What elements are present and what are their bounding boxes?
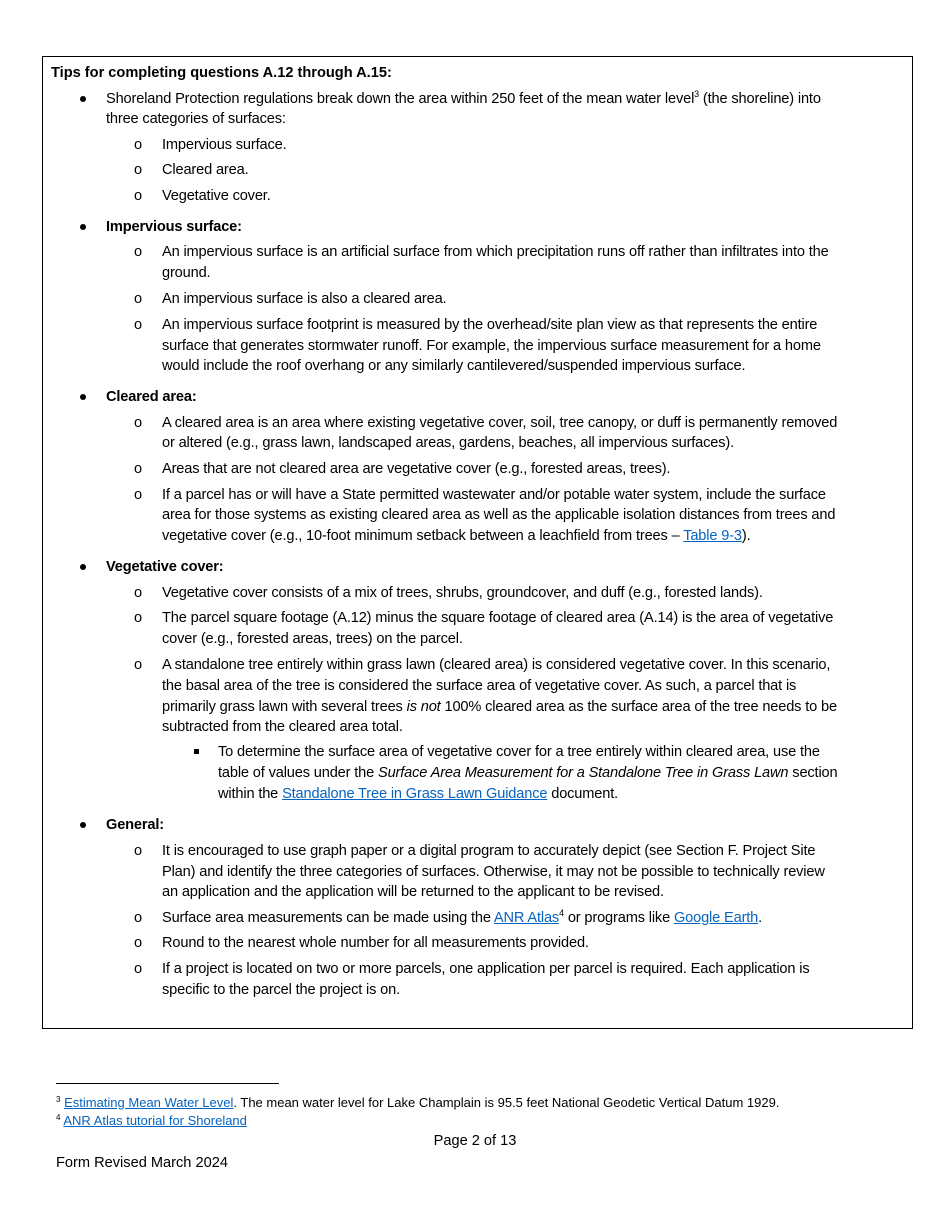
footnote-4: $^4$ ANR Atlas tutorial for Shoreland — [56, 1113, 247, 1128]
estimating-mean-water-level-link[interactable]: Estimating Mean Water Level — [64, 1095, 234, 1110]
tips-box — [42, 56, 913, 1029]
standalone-tree-guidance-link[interactable]: Standalone Tree in Grass Lawn Guidance — [282, 786, 548, 802]
general-item-1: an application and the application will be returned to the applicant to be revised. — [162, 884, 664, 900]
impervious-item-2: An impervious surface is also a cleared area. — [162, 291, 447, 307]
cleared-item-1: A cleared area is an area where existing vegetative cover, soil, tree canopy, or duff is permanently removed — [162, 415, 838, 431]
cleared-item-3: area for those systems as existing cleared area as well as the applicable isolation distances from trees and — [162, 507, 836, 523]
circle-bullet-icon: o — [134, 415, 143, 431]
cleared-item-2: Areas that are not cleared area are vegetative cover (e.g., forested areas, trees). — [162, 461, 671, 477]
vegetative-subitem: table of values under the Surface Area Measurement for a Standalone Tree in Grass Lawn section — [218, 765, 838, 781]
square-bullet-icon — [194, 749, 199, 754]
impervious-item-3: surface that generates stormwater runoff. For example, the impervious surface measurement for a home — [162, 338, 821, 354]
bullet-icon — [80, 96, 86, 102]
impervious-item-1: ground. — [162, 265, 211, 281]
intro-line-2: three categories of surfaces: — [106, 111, 286, 127]
intro-item: Cleared area. — [162, 162, 249, 178]
bullet-icon — [80, 224, 86, 230]
cleared-item-3: vegetative cover (e.g., 10-foot minimum setback between a leachfield from trees – Table 9-3). — [162, 528, 751, 544]
page-number: Page 2 of 13 — [433, 1133, 517, 1149]
circle-bullet-icon: o — [134, 585, 143, 601]
circle-bullet-icon: o — [134, 487, 143, 503]
cleared-item-3: If a parcel has or will have a State permitted wastewater and/or potable water system, include the surface — [162, 487, 826, 503]
vegetative-heading: Vegetative cover: — [106, 559, 224, 575]
general-item-3: Round to the nearest whole number for all measurements provided. — [162, 935, 589, 951]
intro-line-1: Shoreland Protection regulations break down the area within 250 feet of the mean water level$^3$ (the shoreline) into — [106, 89, 821, 107]
circle-bullet-icon: o — [134, 961, 143, 977]
anr-atlas-tutorial-link[interactable]: ANR Atlas tutorial for Shoreland — [63, 1113, 247, 1128]
impervious-item-3: An impervious surface footprint is measured by the overhead/site plan view as that represents the entire — [162, 317, 818, 333]
vegetative-subitem: within the Standalone Tree in Grass Lawn Guidance document. — [218, 786, 619, 802]
form-revised-date: Form Revised March 2024 — [56, 1155, 228, 1171]
cleared-heading: Cleared area: — [106, 389, 197, 405]
general-item-4: specific to the parcel the project is on. — [162, 982, 401, 998]
general-item-1: Plan) and identify the three categories of surfaces. Otherwise, it may not be possible to technically review — [162, 864, 825, 880]
circle-bullet-icon: o — [134, 461, 143, 477]
general-item-4: If a project is located on two or more parcels, one application per parcel is required. Each application is — [162, 961, 810, 977]
footnote-3: $^3$ Estimating Mean Water Level. The mean water level for Lake Champlain is 95.5 feet National Geodetic Vertical Datum 1929. — [56, 1095, 780, 1110]
general-item-2: Surface area measurements can be made using the ANR Atlas$^4$ or programs like Google Earth. — [162, 908, 763, 926]
vegetative-item-2: The parcel square footage (A.12) minus the square footage of cleared area (A.14) is the area of vegetative — [162, 610, 834, 626]
vegetative-subitem: To determine the surface area of vegetative cover for a tree entirely within cleared area, use the — [218, 744, 820, 760]
footnote-separator — [56, 1083, 279, 1084]
google-earth-link[interactable]: Google Earth — [673, 910, 759, 926]
bullet-icon — [80, 822, 86, 828]
circle-bullet-icon: o — [134, 935, 143, 951]
tips-title: Tips for completing questions A.12 through A.15: — [51, 65, 392, 81]
circle-bullet-icon: o — [134, 244, 143, 260]
general-heading: General: — [106, 817, 165, 833]
circle-bullet-icon: o — [134, 317, 143, 333]
vegetative-item-2: cover (e.g., forested areas, trees) on the parcel. — [162, 631, 463, 647]
vegetative-item-3: A standalone tree entirely within grass lawn (cleared area) is considered vegetative cover. In this scenario, — [162, 657, 831, 673]
cleared-item-1: or altered (e.g., grass lawn, landscaped areas, gardens, beaches, all impervious surfaces). — [162, 435, 735, 451]
circle-bullet-icon: o — [134, 910, 143, 926]
vegetative-item-3: the basal area of the tree is considered the surface area of vegetative cover. As such, a parcel that is — [162, 678, 797, 694]
vegetative-item-3: subtracted from the cleared area total. — [162, 719, 403, 735]
table-9-3-link[interactable]: Table 9-3 — [683, 528, 742, 544]
intro-item: Vegetative cover. — [162, 188, 271, 204]
circle-bullet-icon: o — [134, 291, 143, 307]
circle-bullet-icon: o — [134, 843, 143, 859]
circle-bullet-icon: o — [134, 188, 143, 204]
circle-bullet-icon: o — [134, 610, 143, 626]
impervious-heading: Impervious surface: — [106, 219, 242, 235]
intro-item: Impervious surface. — [162, 137, 287, 153]
anr-atlas-link[interactable]: ANR Atlas — [493, 910, 560, 926]
impervious-item-1: An impervious surface is an artificial surface from which precipitation runs off rather than infiltrates into the — [162, 244, 829, 260]
bullet-icon — [80, 564, 86, 570]
impervious-item-3: would include the roof overhang or any similarly cantilevered/suspended impervious surface. — [162, 358, 746, 374]
bullet-icon — [80, 394, 86, 400]
circle-bullet-icon: o — [134, 657, 143, 673]
circle-bullet-icon: o — [134, 137, 143, 153]
vegetative-item-3: primarily grass lawn with several trees is not 100% cleared area as the surface area of the tree needs to be — [162, 699, 837, 715]
general-item-1: It is encouraged to use graph paper or a digital program to accurately depict (see Section F. Project Site — [162, 843, 816, 859]
circle-bullet-icon: o — [134, 162, 143, 178]
vegetative-item-1: Vegetative cover consists of a mix of trees, shrubs, groundcover, and duff (e.g., forested lands). — [162, 585, 763, 601]
